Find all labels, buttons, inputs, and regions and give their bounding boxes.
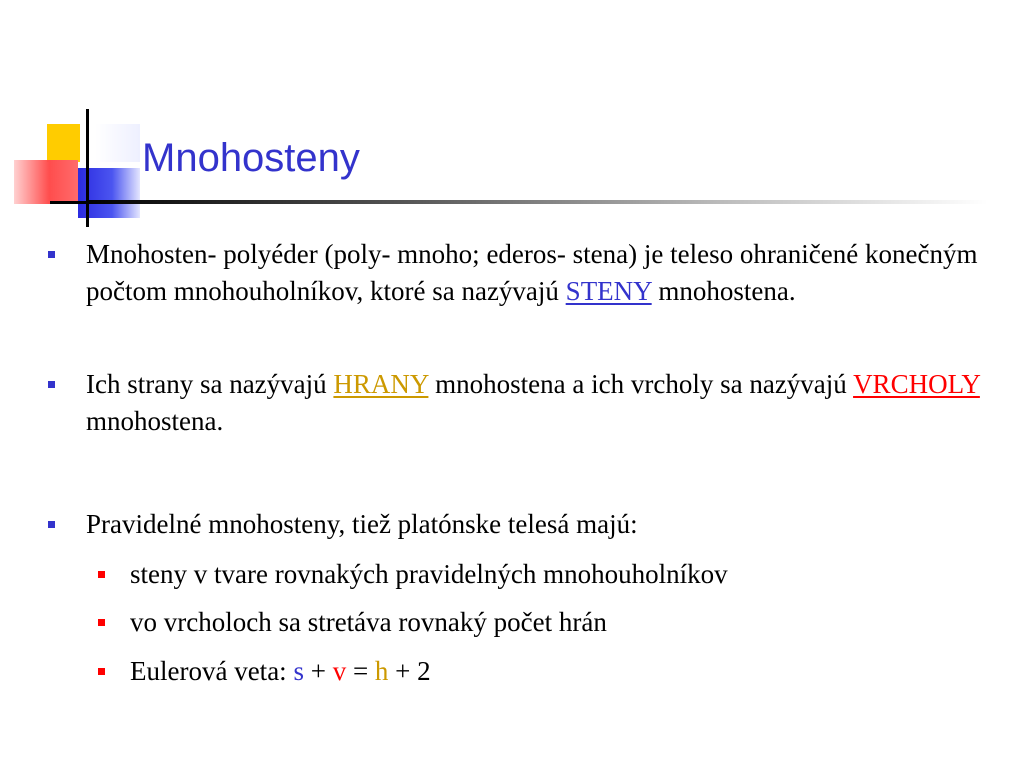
euler-h: h [374, 656, 389, 686]
slide-title: Mnohosteny [142, 136, 360, 180]
vrcholy-link[interactable]: VRCHOLY [853, 369, 980, 399]
hrany-link[interactable]: HRANY [333, 369, 429, 399]
sub-bullet-faces [130, 556, 990, 593]
sub-bullet-text: vo vrcholoch sa stretáva rovnaký počet hrán [130, 607, 607, 637]
euler-v: v [332, 656, 347, 686]
blue-square-bullet-icon [48, 521, 55, 528]
red-square-bullet-icon [98, 571, 105, 578]
blue-square-bullet-icon [48, 251, 55, 258]
sub-bullet-text: steny v tvare rovnakých pravidelných mnohouholníkov [130, 559, 728, 589]
bullet-text: mnohostena a ich vrcholy sa nazývajú [428, 369, 854, 399]
bullet-edges-vertices [86, 366, 1006, 440]
steny-link[interactable]: STENY [565, 276, 652, 306]
euler-s: s [293, 656, 304, 686]
bullet-text: Ich strany sa nazývajú [86, 369, 334, 399]
bullet-definition [86, 236, 1006, 310]
bullet-regular-polyhedra [86, 506, 1006, 543]
euler-prefix: Eulerová veta: [130, 656, 294, 686]
euler-plus-two: + 2 [388, 656, 431, 686]
bullet-text: mnohostena. [86, 406, 224, 436]
euler-plus: + [303, 656, 333, 686]
red-square-bullet-icon [98, 668, 105, 675]
euler-equals: = [346, 656, 375, 686]
sub-bullet-euler [130, 653, 990, 690]
bullet-text: Pravidelné mnohosteny, tiež platónske telesá majú: [86, 509, 638, 539]
bullet-text: mnohostena. [651, 276, 796, 306]
sub-bullet-vertices [130, 604, 990, 641]
red-square-bullet-icon [98, 619, 105, 626]
blue-square-bullet-icon [48, 381, 55, 388]
bullet-text: Mnohosten- polyéder (poly- mnoho; ederos- stena) je teleso ohraničené konečným počtom mnohouholníkov, ktoré sa nazývajú [86, 239, 978, 306]
